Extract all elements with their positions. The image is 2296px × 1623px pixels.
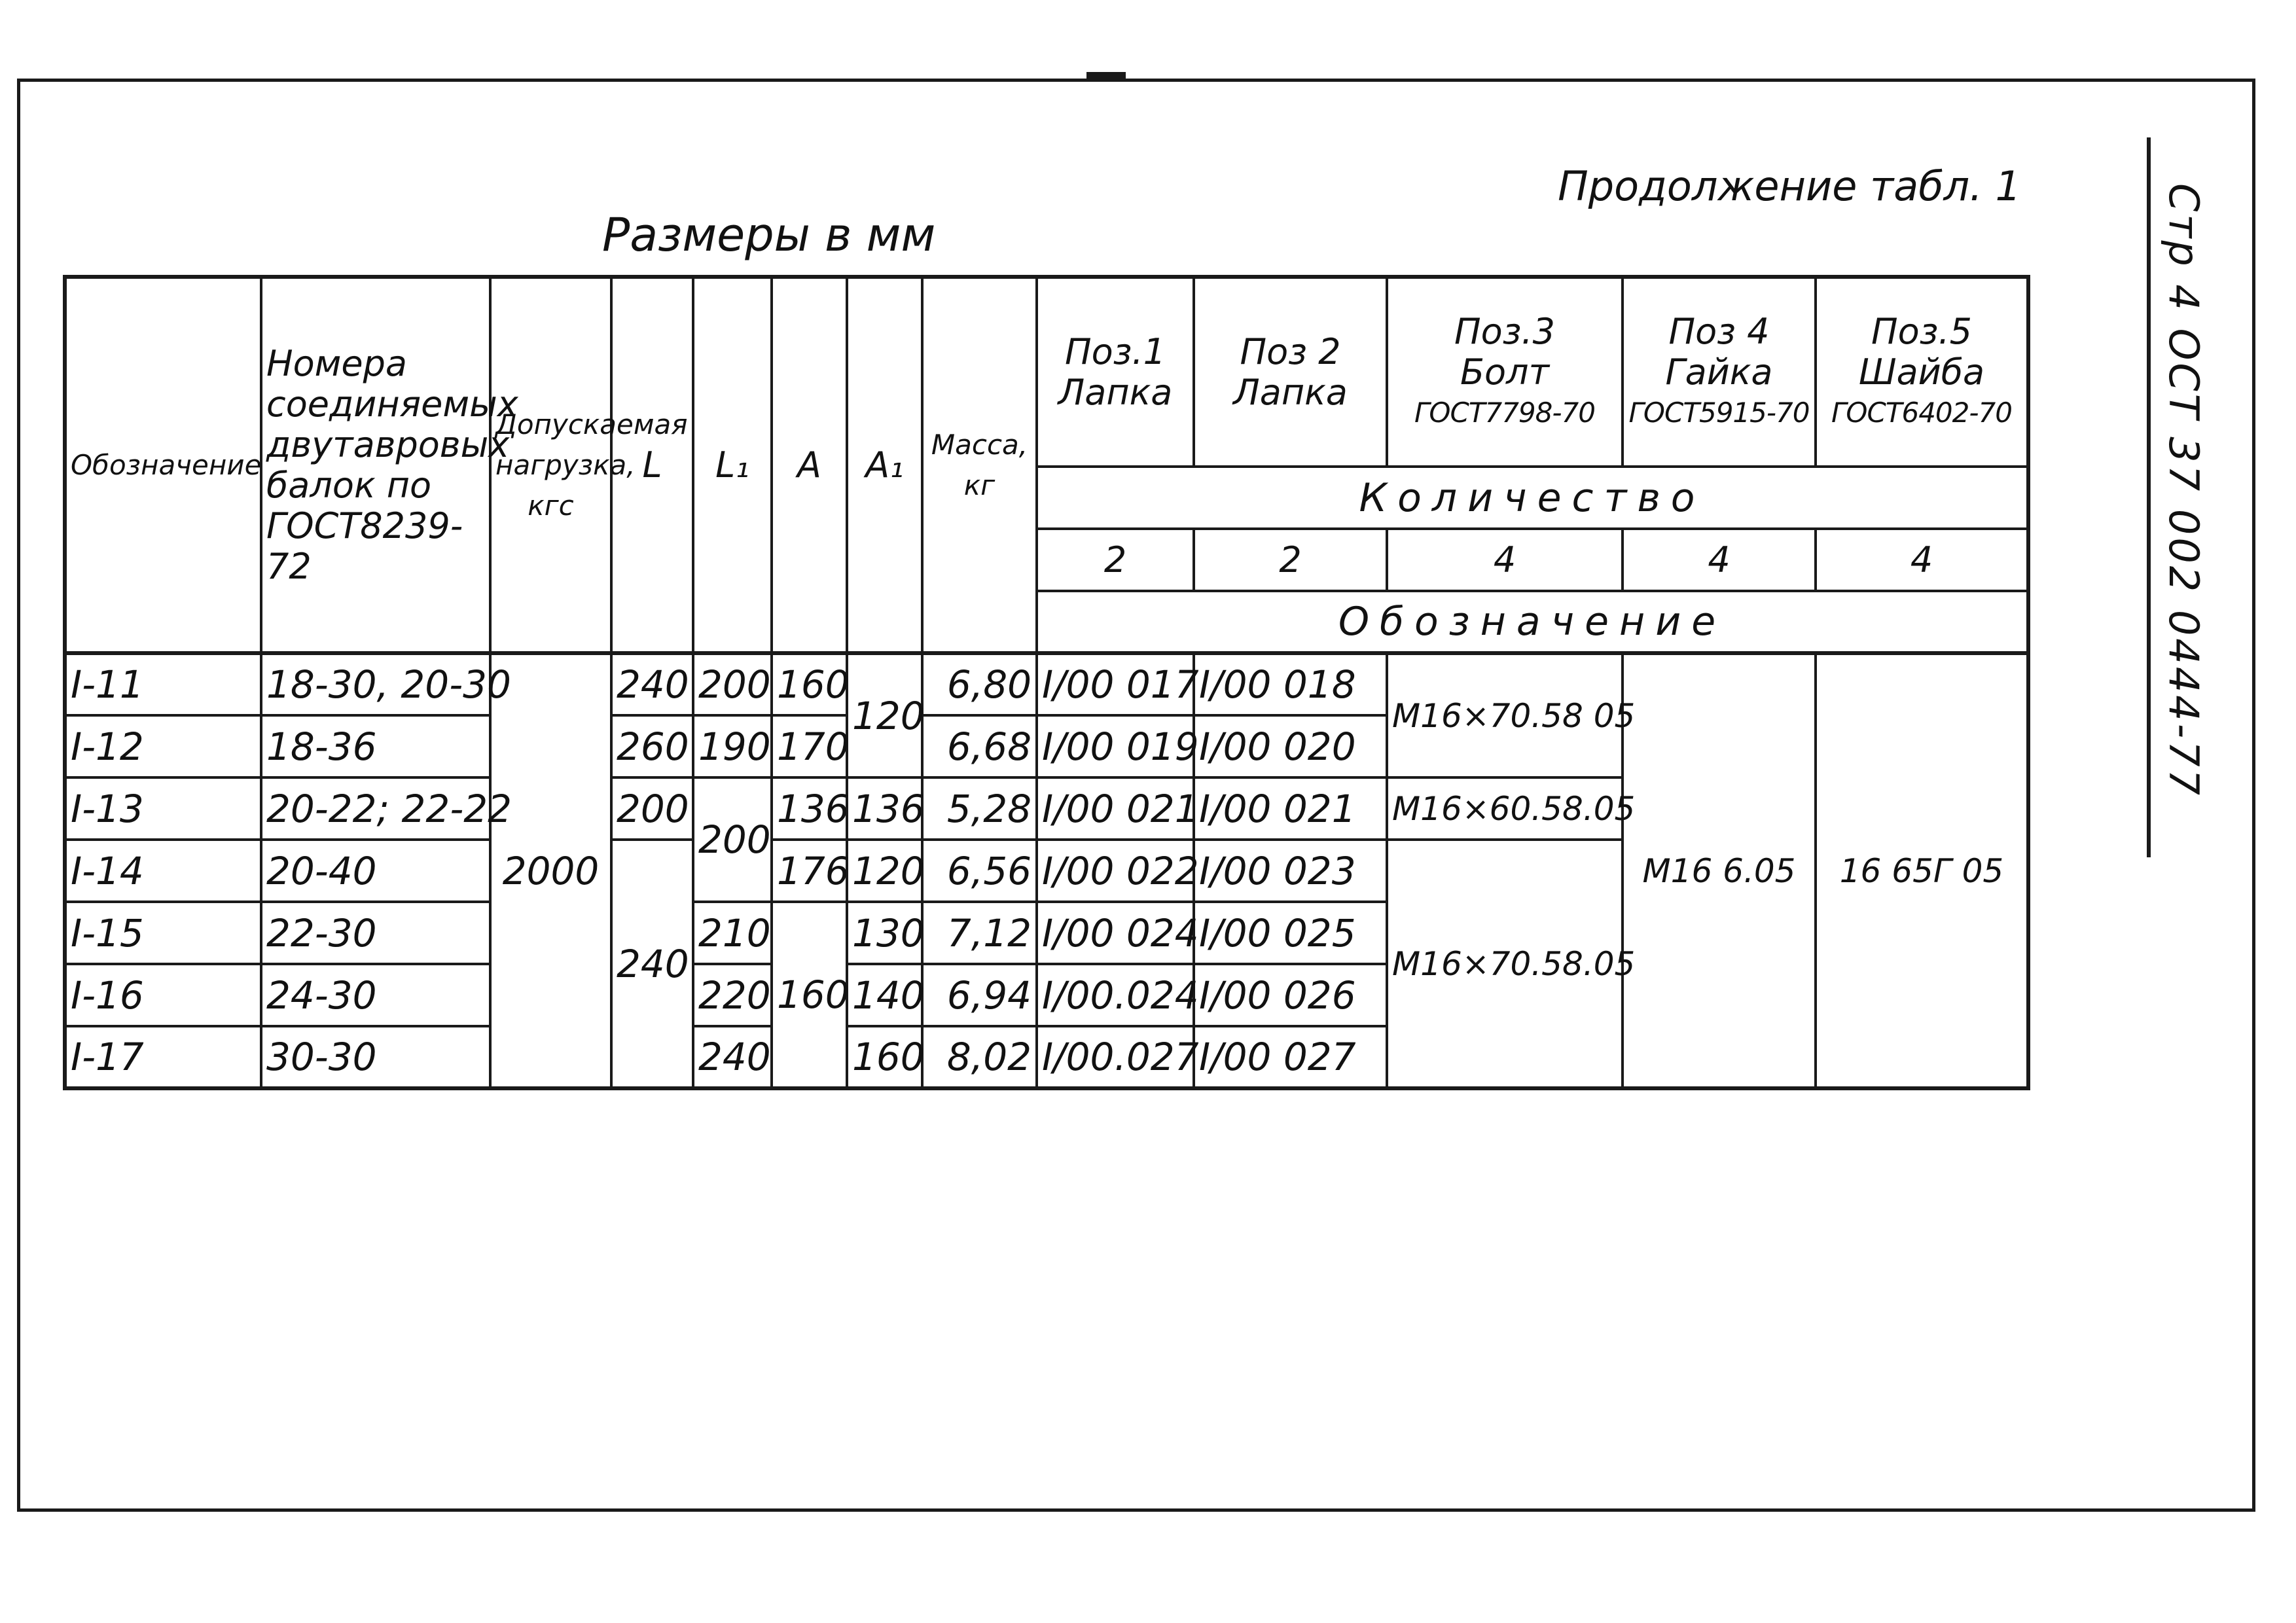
side-stamp-text: Стр 4 ОСТ 37 002 0444-77 (2160, 183, 2208, 798)
row-pos1: I/00 022 (1037, 840, 1194, 902)
row-beams: 22-30 (261, 902, 490, 964)
col-designation: Обозначение (65, 277, 261, 653)
row-beams: 20-40 (261, 840, 490, 902)
row-mass: 8,02 (922, 1026, 1037, 1088)
pos1-name: Лапка (1058, 371, 1173, 413)
side-stamp (2147, 137, 2225, 857)
quantity-pos2: 2 (1194, 529, 1387, 591)
col-load: Допускаемая нагрузка, кгс (490, 277, 611, 653)
row-L: 240 (611, 653, 693, 715)
row-pos1: I/00.027 (1037, 1026, 1194, 1088)
row-designation: I-12 (65, 715, 261, 777)
merged-L1-mid: 200 (693, 777, 772, 902)
row-mass: 6,94 (922, 964, 1037, 1026)
row-pos1: I/00 017 (1037, 653, 1194, 715)
row-pos1: I/00.024 (1037, 964, 1194, 1026)
quantity-pos1: 2 (1037, 529, 1194, 591)
row-designation: I-14 (65, 840, 261, 902)
quantity-pos3: 4 (1387, 529, 1623, 591)
row-L1: 210 (693, 902, 772, 964)
pos3-label: Поз.3 (1454, 310, 1555, 352)
row-A1: 120 (847, 840, 922, 902)
row-designation: I-17 (65, 1026, 261, 1088)
row-designation: I-16 (65, 964, 261, 1026)
row-pos2: I/00 018 (1194, 653, 1387, 715)
merged-bolt-a: M16×70.58 05 (1387, 653, 1623, 777)
pos5-gost: ГОСТ6402-70 (1831, 396, 2012, 429)
row-mass: 7,12 (922, 902, 1037, 964)
units-note: Размеры в мм (602, 208, 936, 262)
row-designation: I-15 (65, 902, 261, 964)
row-beams: 18-36 (261, 715, 490, 777)
merged-A-bottom: 160 (772, 902, 847, 1088)
col-L1: L₁ (693, 277, 772, 653)
pos4-gost: ГОСТ5915-70 (1628, 396, 1810, 429)
merged-A1-top: 120 (847, 653, 922, 777)
col-pos3 (1387, 277, 1623, 467)
col-pos4 (1623, 277, 1816, 467)
row-pos2: I/00 023 (1194, 840, 1387, 902)
col-pos2 (1194, 277, 1387, 467)
row-A: 176 (772, 840, 847, 902)
row-A: 136 (772, 777, 847, 840)
pos2-label: Поз 2 (1240, 330, 1341, 372)
row-pos2: I/00 027 (1194, 1026, 1387, 1088)
pos4-name: Гайка (1665, 351, 1773, 393)
row-pos2: I/00 020 (1194, 715, 1387, 777)
row-L1: 220 (693, 964, 772, 1026)
row-L1: 200 (693, 653, 772, 715)
merged-bolt-c: M16×70.58.05 (1387, 840, 1623, 1088)
row-pos1: I/00 021 (1037, 777, 1194, 840)
pos3-name: Болт (1460, 351, 1550, 393)
row-A1: 136 (847, 777, 922, 840)
pos4-label: Поз 4 (1668, 310, 1770, 352)
col-beam-numbers: Номера соединяемых двутавровых балок по ГОСТ8239-72 (261, 277, 490, 653)
row-mass: 5,28 (922, 777, 1037, 840)
row-pos2: I/00 026 (1194, 964, 1387, 1026)
quantity-pos4: 4 (1623, 529, 1816, 591)
row-A1: 140 (847, 964, 922, 1026)
row-mass: 6,68 (922, 715, 1037, 777)
row-A: 170 (772, 715, 847, 777)
row-beams: 20-22; 22-22 (261, 777, 490, 840)
designation-header: Обозначение (1037, 591, 2028, 653)
col-pos5 (1816, 277, 2028, 467)
row-L: 200 (611, 777, 693, 840)
merged-load: 2000 (490, 653, 611, 1088)
row-L: 260 (611, 715, 693, 777)
continuation-note: Продолжение табл. 1 (1558, 162, 2021, 210)
spec-table (63, 275, 2030, 1090)
row-pos2: I/00 021 (1194, 777, 1387, 840)
row-beams: 24-30 (261, 964, 490, 1026)
pos5-name: Шайба (1858, 351, 1985, 393)
merged-L-bottom: 240 (611, 840, 693, 1088)
row-designation: I-13 (65, 777, 261, 840)
side-stamp-line (2147, 137, 2151, 857)
row-L1: 240 (693, 1026, 772, 1088)
pos1-label: Поз.1 (1065, 330, 1166, 372)
row-designation: I-11 (65, 653, 261, 715)
frame-top-mark (1086, 72, 1126, 79)
merged-washer: 16 65Г 05 (1816, 653, 2028, 1088)
pos2-name: Лапка (1233, 371, 1348, 413)
col-pos1 (1037, 277, 1194, 467)
row-mass: 6,56 (922, 840, 1037, 902)
row-A1: 130 (847, 902, 922, 964)
row-pos1: I/00 019 (1037, 715, 1194, 777)
col-A: A (772, 277, 847, 653)
col-L: L (611, 277, 693, 653)
quantity-header: Количество (1037, 467, 2028, 529)
row-A: 160 (772, 653, 847, 715)
pos3-gost: ГОСТ7798-70 (1414, 396, 1595, 429)
col-mass: Масса, кг (922, 277, 1037, 653)
row-beams: 18-30, 20-30 (261, 653, 490, 715)
row-pos2: I/00 025 (1194, 902, 1387, 964)
row-mass: 6,80 (922, 653, 1037, 715)
row-L1: 190 (693, 715, 772, 777)
col-A1: A₁ (847, 277, 922, 653)
row-pos1: I/00 024 (1037, 902, 1194, 964)
merged-nut: M16 6.05 (1623, 653, 1816, 1088)
pos5-label: Поз.5 (1871, 310, 1972, 352)
row-A1: 160 (847, 1026, 922, 1088)
table-row (65, 653, 2028, 715)
row-beams: 30-30 (261, 1026, 490, 1088)
quantity-pos5: 4 (1816, 529, 2028, 591)
merged-bolt-b: M16×60.58.05 (1387, 777, 1623, 840)
